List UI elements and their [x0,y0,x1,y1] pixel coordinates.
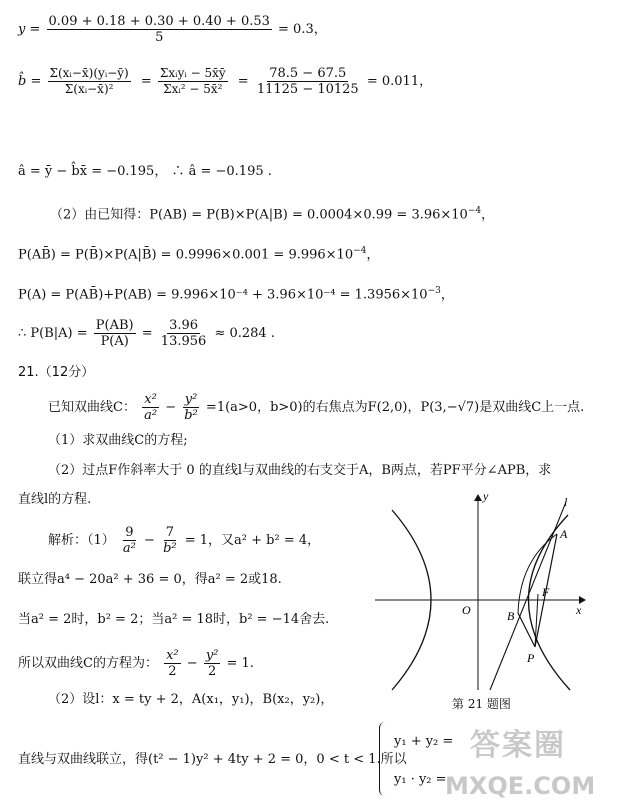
p2c-line: P(A) = P(AB̄)+P(AB) = $9.996\times 10^{-4} + 3.96\times 10^{-4} = 1.3956\times 10^{-3}$， [18,286,454,303]
figure-caption: 第 21 题图 [452,697,511,711]
question-21-part1: （1）求双曲线C的方程; [48,433,188,448]
question-21-part2-cont: 直线l的方程. [18,492,92,507]
watermark-logo: 答案圈 [470,728,566,763]
system-brace [379,722,388,796]
solution-1-line2: 联立得a⁴ − 20a² + 36 = 0，得a² = 2或18. [18,572,282,587]
solution-2-line2: 直线与双曲线联立，得(t² − 1)y² + 4ty + 2 = 0，0 < t < 1.所以 [18,752,407,767]
ybar-equation: y = $\frac{0.09 + 0.18 + 0.30 + 0.40 + 0.53}{5}$ = 0.3， [18,14,327,45]
label-y: y [483,490,489,503]
watermark-domain: MXQE.COM [445,772,596,800]
label-B: B [507,609,515,623]
label-x: x [576,603,582,617]
label-l: l [564,495,568,509]
label-P: P [527,651,535,665]
ahat-line: â = ȳ − b̂x̄ = −0.195， ∴ â = −0.195 . [18,164,272,179]
hyperbola-figure [370,490,600,705]
system-product: y₁ · y₂ = [394,772,447,787]
question-21-part2: （2）过点F作斜率大于 0 的直线l与双曲线的右支交于A，B两点，若PF平分∠APB，求 [48,463,552,478]
p2a-line: （2）由已知得：$P(AB) = P(B)\times P(A|B) = 0.0004\times 0.99 = 3.96\times 10^{-4}$， [50,206,495,223]
system-sum: y₁ + y₂ = [394,734,454,749]
label-A: A [560,527,568,541]
p2b-line: P(AB̄) = P(B̄)×P(A|B̄) = $0.9996\times 0.001 = 9.996\times 10^{-4}$， [18,246,380,263]
label-O: O [462,603,471,617]
solution-2-line1: （2）设l：x = ty + 2，A(x₁，y₁)，B(x₂，y₂)， [48,692,334,707]
solution-1-line1: 解析：（1） $\frac{9}{\text{a²}}$ − $\frac{7}{\text{b²}}$ = 1，又a² + b² = 4， [48,525,321,556]
solution-1-line4: 所以双曲线C的方程为： $\frac{\text{x²}}{2}$ − $\frac{\text{y²}}{2}$ = 1. [18,648,254,679]
solution-1-line3: 当a² = 2时，b² = 2；当a² = 18时，b² = −14舍去. [18,612,330,627]
question-21-header: 21.（12分） [18,365,95,380]
label-F: F [542,585,550,599]
p2d-line: ∴ P(B|A) = $\frac{P(AB)}{P(A)}$ = $\frac{3.96}{13.956}$ ≈ 0.284 . [18,318,275,349]
question-21-statement: 已知双曲线C： $\frac{\text{x²}}{\text{a²}}$ − $\frac{\text{y²}}{\text{b²}}$ =1(a>0，b>0)的右焦点为F(2,0)，P(3,−√7)是双曲线C上一点. [48,392,585,423]
bhat-formula: b̂ = $\frac{\text{Σ(xᵢ−x̄)(yᵢ−ȳ)}}{\text{Σ(xᵢ−x̄)²}}$ = $\frac{\text{Σxᵢyᵢ − 5x̄ȳ}}{\text{Σxᵢ² − 5x̄²}}$ = $\frac{78.5 - 67.5}{11125 - 10125}$ = 0.011， [18,66,433,97]
